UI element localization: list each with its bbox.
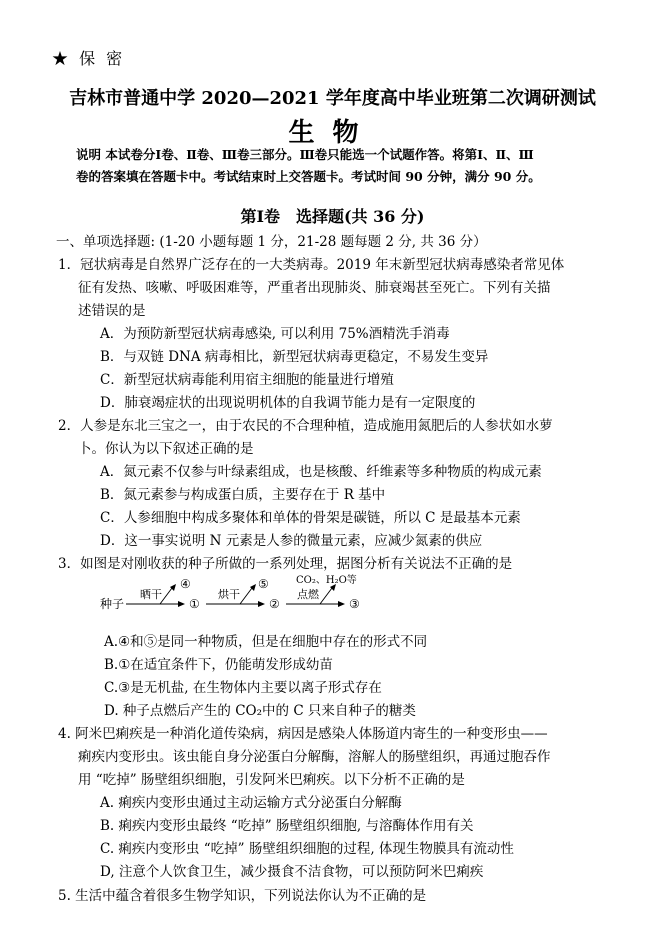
diagram-arrowhead-3 [338,601,345,607]
section-title: 第Ⅰ卷 选择题(共 36 分) [240,207,425,226]
diagram-arrowhead-2 [258,601,265,607]
question-2-option-d: D．这一事实说明 N 元素是人参的微量元素，应减少氮素的供应 [100,533,483,549]
question-4-option-a: A. 痢疾内变形虫通过主动运输方式分泌蛋白分解酶 [100,795,402,811]
question-2-option-b: B．氮元素参与构成蛋白质，主要存在于 R 基中 [100,487,386,503]
question-3-line-1: 3．如图是对刚收获的种子所做的一系列处理，据图分析有关说法不正确的是 [58,556,513,572]
question-1-line-2: 征有发热、咳嗽、呼吸困难等，严重者出现肺炎、肺衰竭甚至死亡。下列有关描 [78,280,551,296]
question-3-option-b: B.①在适宜条件下，仍能萌发形成幼苗 [104,657,333,673]
question-1-option-b: B．与双链 DNA 病毒相比，新型冠状病毒更稳定，不易发生变异 [100,349,489,365]
question-4-option-b: B. 痢疾内变形虫最终 “吃掉” 肠壁组织细胞, 与溶酶体作用有关 [100,818,474,834]
diagram-node-1: ① [189,597,200,611]
diagram-branch-2-label: ⑤ [258,577,269,591]
diagram-branch-1-label: ④ [180,577,191,591]
question-1-option-a: A．为预防新型冠状病毒感染, 可以利用 75%酒精洗手消毒 [100,326,450,342]
question-3-option-c: C.③是无机盐, 在生物体内主要以离子形式存在 [104,680,382,696]
question-1-option-c: C．新型冠状病毒能利用宿主细胞的能量进行增殖 [100,372,394,388]
diagram-step-1-label: 晒干 [140,588,162,601]
diagram-node-2: ② [269,597,280,611]
diagram-branch-arrow-2 [240,588,252,604]
question-2-line-1: 2．人参是东北三宝之一，由于农民的不合理种植，造成施用氮肥后的人参状如水萝 [58,418,553,434]
section-instruction: 一、单项选择题: (1-20 小题每题 1 分，21-28 题每题 2 分, 共 36 分） [56,234,487,250]
exam-instructions-line-2: 卷的答案填在答题卡中。考试结束时上交答题卡。考试时间 90 分钟，满分 90 分。 [76,169,541,184]
subject-title: 生物 [288,118,377,148]
question-4-option-c: C. 痢疾内变形虫 “吃掉” 肠壁组织细胞的过程, 体现生物膜具有流动性 [100,841,514,857]
confidential-mark: ★ 保 密 [52,49,126,68]
question-5-line-1: 5. 生活中蕴含着很多生物学知识，下列说法你认为不正确的是 [58,888,427,904]
diagram-step-2-label: 烘干 [218,588,240,601]
question-1-option-d: D．肺衰竭症状的出现说明机体的自我调节能力是有一定限度的 [100,395,476,411]
question-4-option-d: D, 注意个人饮食卫生，减少摄食不洁食物，可以预防阿米巴痢疾 [100,864,484,880]
question-2-option-a: A．氮元素不仅参与叶绿素组成，也是核酸、纤维素等多种物质的构成元素 [100,464,542,480]
question-1-line-1: 1．冠状病毒是自然界广泛存在的一大类病毒。2019 年末新型冠状病毒感染者常见体 [58,257,565,273]
exam-instructions-line-1: 说明 本试卷分Ⅰ卷、Ⅱ卷、Ⅲ卷三部分。Ⅲ卷只能选一个试题作答。将第Ⅰ、Ⅱ、Ⅲ [76,147,534,162]
seed-processing-diagram [100,574,370,624]
diagram-node-3: ③ [349,597,360,611]
question-3-option-a: A.④和⑤是同一种物质，但是在细胞中存在的形式不同 [104,634,428,650]
exam-title: 吉林市普通中学 2020—2021 学年度高中毕业班第二次调研测试 [69,88,596,109]
diagram-step-3-label: 点燃 [297,588,319,601]
question-3-option-d: D. 种子点燃后产生的 CO₂中的 C 只来自种子的糖类 [104,703,416,719]
question-1-line-3: 述错误的是 [78,303,146,319]
question-2-line-2: 卜。你认为以下叙述正确的是 [78,441,254,457]
question-4-line-3: 用 “吃掉” 肠壁组织细胞，引发阿米巴痢疾。以下分析不正确的是 [78,772,465,788]
diagram-arrowhead-1 [178,601,185,607]
diagram-branch-arrow-3 [320,588,332,604]
question-2-option-c: C．人参细胞中构成多聚体和单体的骨架是碳链，所以 C 是最基本元素 [100,510,521,526]
diagram-start-label: 种子 [100,597,125,611]
diagram-products-label: CO₂、H₂O等 [296,575,357,586]
question-4-line-1: 4. 阿米巴痢疾是一种消化道传染病，病因是感染人体肠道内寄生的一种变形虫—— [58,726,548,742]
question-4-line-2: 痢疾内变形虫。该虫能自身分泌蛋白分解酶，溶解人的肠壁组织，再通过胞吞作 [78,749,551,765]
